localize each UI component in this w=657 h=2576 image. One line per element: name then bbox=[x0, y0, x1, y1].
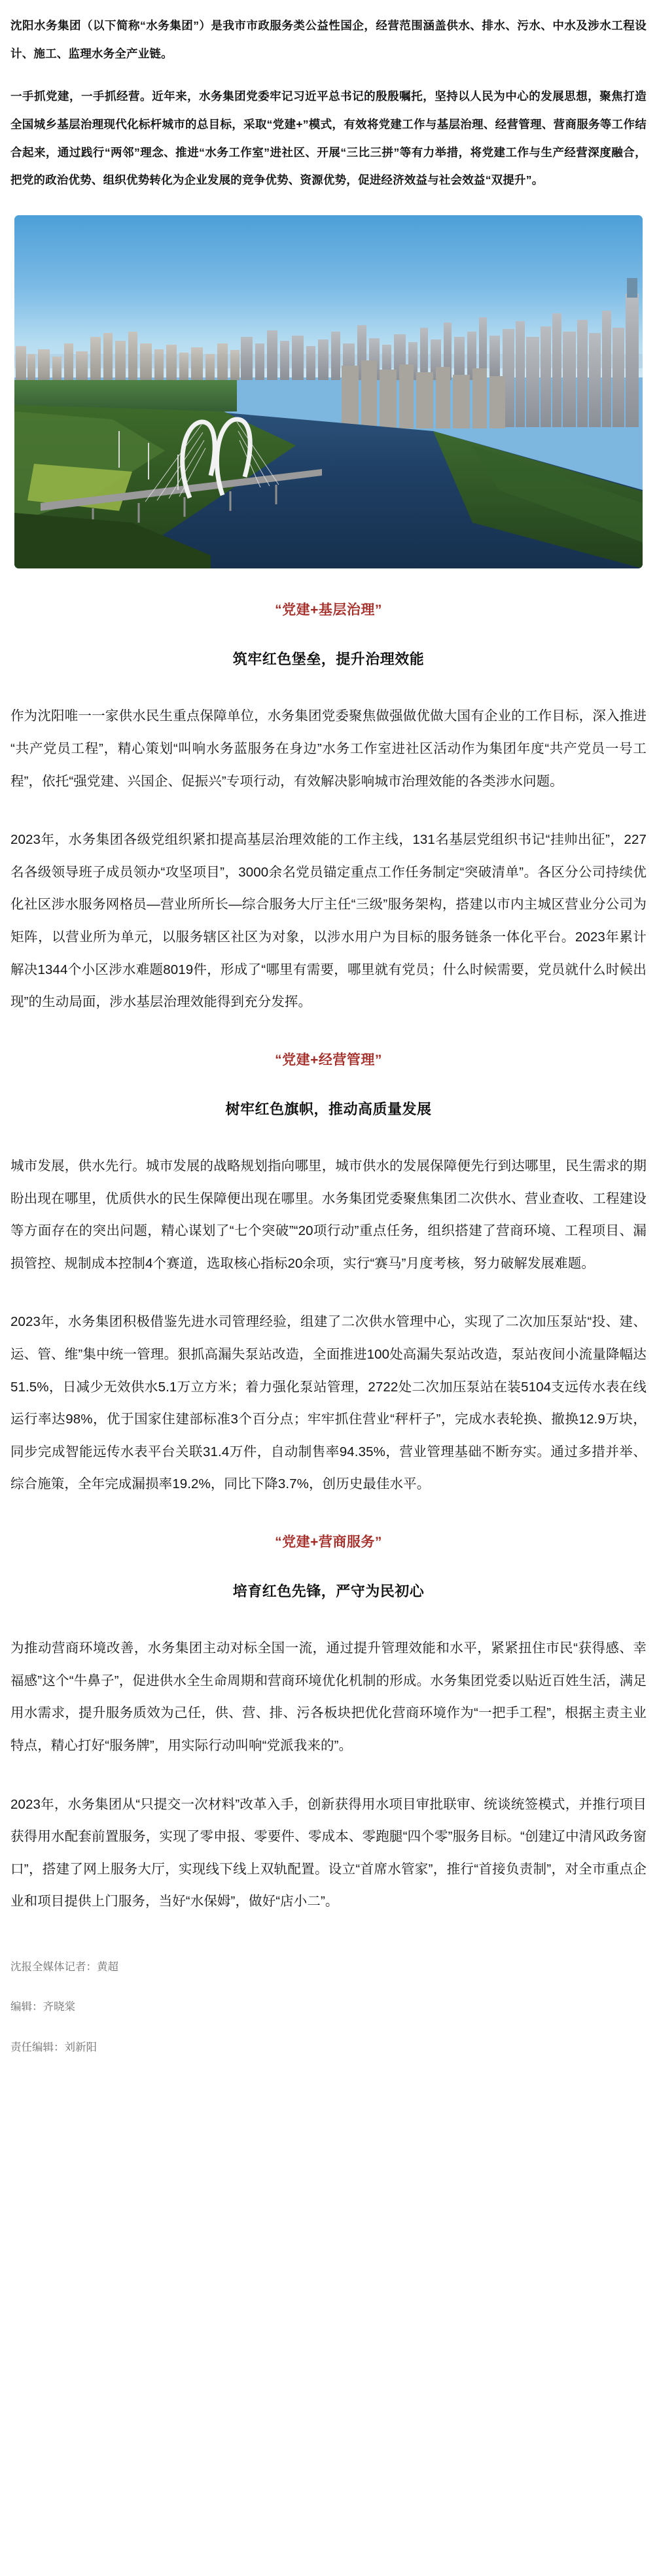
section-basic-governance bbox=[0, 599, 657, 1018]
section-tag-1: “党建+基层治理” bbox=[275, 602, 382, 618]
section-2-paragraph-1: 城市发展，供水先行。城市发展的战略规划指向哪里，城市供水的发展保障便先行到达哪里，民生需求的期盼出现在哪里，优质供水的民生保障便出现在哪里。水务集团党委聚焦集团二次供水、营业查收、工程建设等方面存在的突出问题，精心谋划了“七个突破”“20项行动”重点任务，组织搭建了营商环境、工程项目、漏损管控、规制成本控制4个赛道，选取核心指标20余项，实行“赛马”月度考核，努力破解发展难题。 bbox=[10, 1158, 647, 1271]
section-business-service bbox=[0, 1531, 657, 1918]
credit-editor: 编辑：齐晓棠 bbox=[10, 2001, 75, 2013]
section-tag-3: “党建+营商服务” bbox=[275, 1534, 382, 1550]
section-3-paragraph-1: 为推动营商环境改善，水务集团主动对标全国一流，通过提升管理效能和水平，紧紧扭住市民“获得感、幸福感”这个“牛鼻子”，促进供水全生命周期和营商环境优化机制的形成。水务集团党委以贴近百姓生活，满足用水需求，提升服务质效为己任，供、营、排、污各板块把优化营商环境作为“一把手工程”，根据主责主业特点，精心打好“服务牌”，用实际行动叫响“党派我来的”。 bbox=[10, 1641, 647, 1753]
cityscape-illustration bbox=[14, 215, 643, 568]
credit-reporter: 沈报全媒体记者：黄超 bbox=[10, 1960, 118, 1973]
tallest-tower bbox=[627, 278, 637, 298]
lead-paragraph-1: 沈阳水务集团（以下简称“水务集团”）是我市市政服务类公益性国企，经营范围涵盖供水、排水、污水、中水及涉水工程设计、施工、监理水务全产业链。 bbox=[10, 19, 647, 60]
lead-section bbox=[0, 0, 657, 194]
section-1-paragraph-2: 2023年，水务集团各级党组织紧扣提高基层治理效能的工作主线，131名基层党组织书记“挂帅出征”，227名各级领导班子成员领办“攻坚项目”，3000余名党员锚定重点工作任务制定“突破清单”。各区分公司持续优化社区涉水服务网格员—营业所所长—综合服务大厅主任“三级”服务架构，搭建以市内主城区营业分公司为矩阵，以营业所为单元，以服务辖区社区为对象，以涉水用户为目标的服务链条一体化平台。2023年累计解决1344个小区涉水难题8019件，形成了“哪里有需要，哪里就有党员；什么时候需要，党员就什么时候出现”的生动局面，涉水基层治理效能得到充分发挥。 bbox=[10, 832, 647, 1010]
article-credits bbox=[0, 1918, 657, 2078]
section-tag-2: “党建+经营管理” bbox=[275, 1052, 382, 1068]
section-2-paragraph-2: 2023年，水务集团积极借鉴先进水司管理经验，组建了二次供水管理中心，实现了二次加压泵站“投、建、运、管、维”集中统一管理。狠抓高漏失泵站改造，全面推进100处高漏失泵站改造，泵站夜间小流量降幅达51.5%，日减少无效供水5.1万立方米；着力强化泵站管理，2722处二次加压泵站在装5104支远传水表在线运行率达98%，优于国家住建部标准3个百分点；牢牢抓住营业“秤杆子”，完成水表轮换、撤换12.9万块，同步完成智能远传水表平台关联31.4万件，自动制售率94.35%，营业管理基础不断夯实。通过多措并举、综合施策，全年完成漏损率19.2%，同比下降3.7%，创历史最佳水平。 bbox=[10, 1314, 647, 1492]
section-heading-1: 筑牢红色堡垒，提升治理效能 bbox=[232, 650, 425, 667]
hero-photo bbox=[14, 215, 643, 568]
section-heading-3: 培育红色先锋，严守为民初心 bbox=[232, 1582, 425, 1599]
section-3-paragraph-2: 2023年，水务集团从“只提交一次材料”改革入手，创新获得用水项目审批联审、统谈统签模式，并推行项目获得用水配套前置服务，实现了零申报、零要件、零成本、零跑腿“四个零”服务目标。“创建辽中清风政务窗口”，搭建了网上服务大厅，实现线下线上双轨配置。设立“首席水管家”，推行“首接负责制”，对全市重点企业和项目提供上门服务，当好“水保姆”，做好“店小二”。 bbox=[10, 1796, 647, 1909]
section-business-management bbox=[0, 1049, 657, 1501]
lead-paragraph-2: 一手抓党建，一手抓经营。近年来，水务集团党委牢记习近平总书记的殷殷嘱托，坚持以人民为中心的发展思想，聚焦打造全国城乡基层治理现代化标杆城市的总目标，采取“党建+”模式，有效将党建工作与基层治理、经营管理、营商服务等工作结合起来，通过践行“两邻”理念、推进“水务工作室”进社区、开展“三比三拼”等有力举措，将党建工作与生产经营深度融合，把党的政治优势、组织优势转化为企业发展的竞争优势、资源优势，促进经济效益与社会效益“双提升”。 bbox=[10, 89, 647, 187]
section-heading-2: 树牢红色旗帜，推动高质量发展 bbox=[225, 1100, 432, 1117]
credit-managing-editor: 责任编辑：刘新阳 bbox=[10, 2041, 97, 2053]
section-1-paragraph-1: 作为沈阳唯一一家供水民生重点保障单位，水务集团党委聚焦做强做优做大国有企业的工作目标，深入推进“共产党员工程”，精心策划“叫响水务蓝服务在身边”水务工作室进社区活动作为集团年度“共产党员一号工程”，依托“强党建、兴国企、促振兴”专项行动，有效解决影响城市治理效能的各类涉水问题。 bbox=[10, 708, 647, 789]
hero-image-container bbox=[0, 209, 657, 568]
